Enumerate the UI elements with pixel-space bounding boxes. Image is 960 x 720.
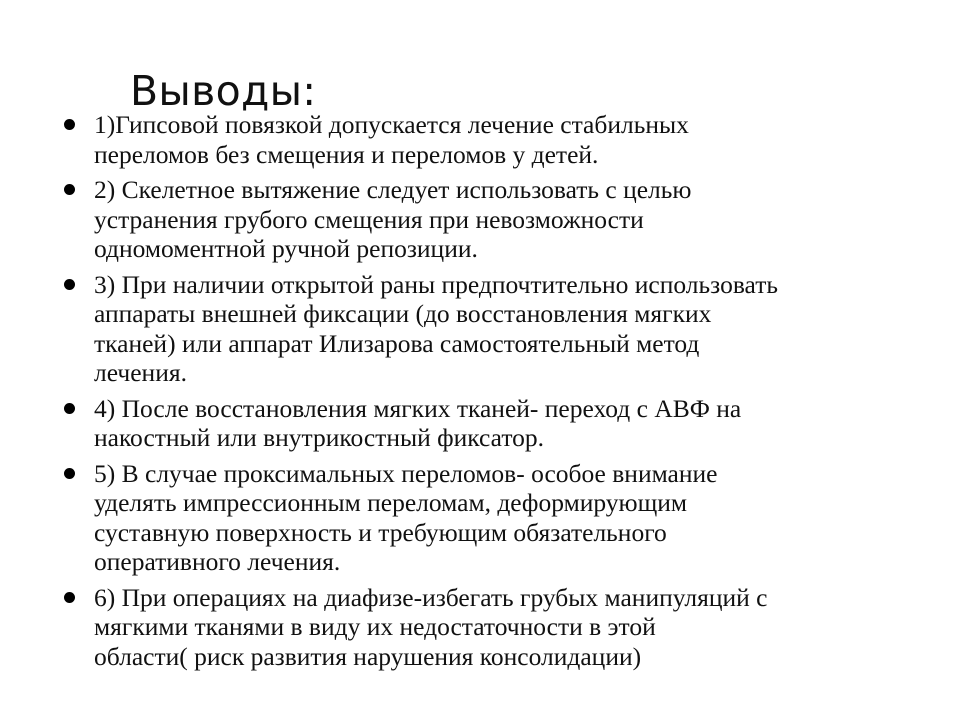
bullet-item (62, 270, 942, 388)
bullet-item (62, 583, 942, 672)
bullet-text: 6) При операциях на диафизе-избегать грубых манипуляций с мягкими тканями в виду их недостаточности в этой области( риск развития нарушения консолидации) (94, 582, 768, 671)
bullet-text: 2) Скелетное вытяжение следует использовать с целью устранения грубого смещения при невозможности одномоментной ручной репозиции. (94, 175, 692, 263)
bullet-text: 3) При наличии открытой раны предпочтительно использовать аппараты внешней фиксации (до восстановления мягких тканей) или аппарат Илизарова самостоятельный метод лечения. (94, 269, 778, 387)
bullet-list (62, 110, 942, 677)
bullet-dot-icon (64, 403, 75, 414)
bullet-text: 5) В случае проксимальных переломов- особое внимание уделять импрессионным переломам, деформирующим суставную поверхность и требующим обязательного оперативного лечения. (94, 458, 718, 576)
bullet-item (62, 110, 942, 169)
bullet-dot-icon (64, 119, 75, 130)
bullet-item (62, 175, 942, 264)
bullet-item (62, 394, 942, 453)
bullet-dot-icon (64, 592, 75, 603)
slide-title: Выводы: (130, 67, 317, 116)
bullet-dot-icon (64, 279, 75, 290)
bullet-text: 1)Гипсовой повязкой допускается лечение стабильных переломов без смещения и переломов у детей. (94, 110, 689, 169)
bullet-dot-icon (64, 468, 75, 479)
bullet-item (62, 459, 942, 577)
bullet-dot-icon (64, 184, 75, 195)
bullet-text: 4) После восстановления мягких тканей- переход с АВФ на накостный или внутрикостный фиксатор. (94, 393, 742, 452)
